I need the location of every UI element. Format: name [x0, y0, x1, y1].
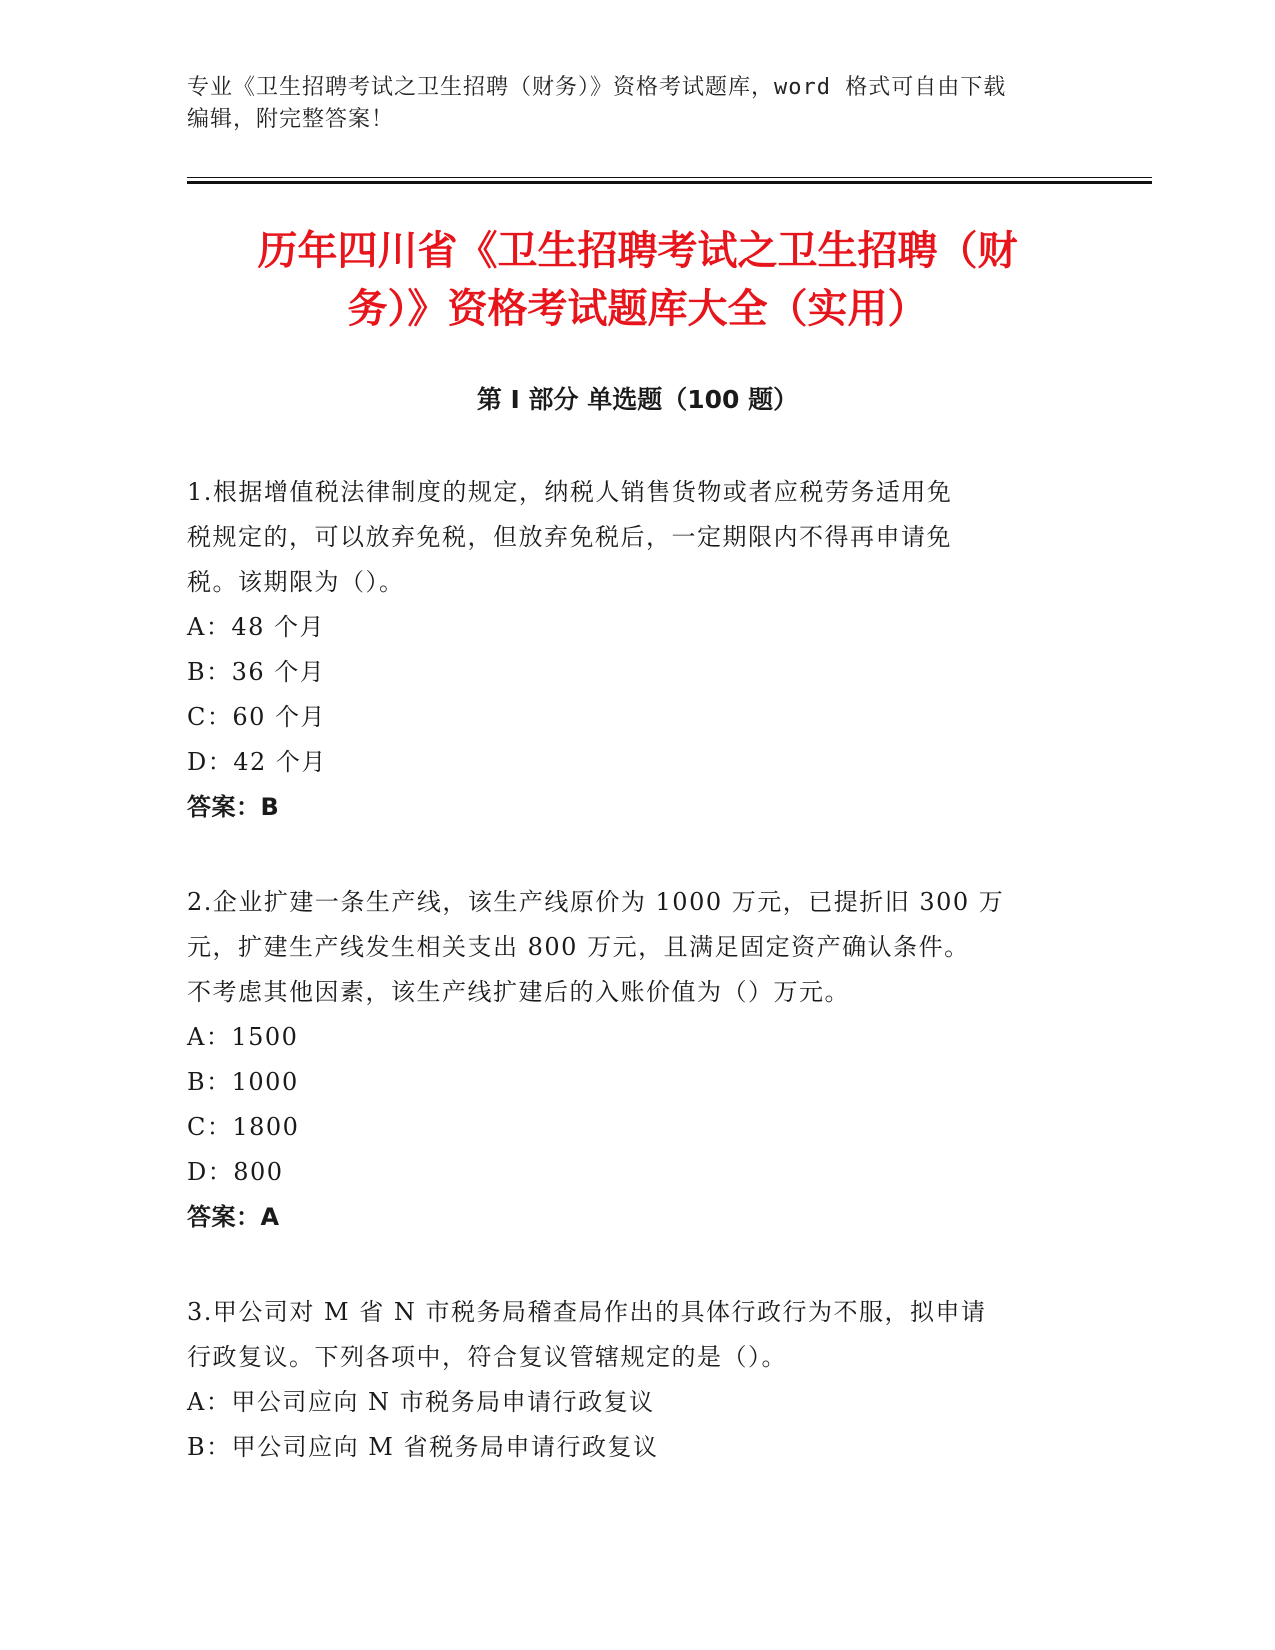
answer-label: 答案：B: [187, 793, 280, 821]
option-c: C：1800: [187, 1113, 300, 1141]
question-stem-line: 税规定的，可以放弃免税，但放弃免税后，一定期限内不得再申请免: [187, 523, 952, 551]
answer-label: 答案：A: [187, 1203, 280, 1231]
question-3: [187, 1290, 1067, 1470]
title-line-2: 务）》资格考试题库大全（实用）: [347, 286, 928, 332]
question-stem-line: 元，扩建生产线发生相关支出 800 万元，且满足固定资产确认条件。: [187, 933, 970, 961]
document-title: [150, 222, 1125, 338]
option-d: D：42 个月: [187, 748, 327, 776]
option-a: A：1500: [187, 1023, 299, 1051]
option-a: A：48 个月: [187, 613, 325, 641]
intro-text: [187, 72, 1087, 136]
question-stem-line: 不考虑其他因素，该生产线扩建后的入账价值为（）万元。: [187, 978, 850, 1006]
option-b: B：甲公司应向 M 省税务局申请行政复议: [187, 1433, 659, 1461]
intro-line-2: 编辑，附完整答案！: [187, 107, 395, 132]
question-2: [187, 880, 1067, 1240]
header-divider-thin: [187, 177, 1152, 178]
option-a: A：甲公司应向 N 市税务局申请行政复议: [187, 1388, 655, 1416]
option-d: D：800: [187, 1158, 284, 1186]
title-line-1: 历年四川省《卫生招聘考试之卫生招聘（财: [257, 228, 1018, 274]
option-b: B：1000: [187, 1068, 299, 1096]
question-stem-line: 2.企业扩建一条生产线，该生产线原价为 1000 万元，已提折旧 300 万: [187, 888, 1005, 916]
question-stem-line: 1.根据增值税法律制度的规定，纳税人销售货物或者应税劳务适用免: [187, 478, 953, 506]
intro-line-1: 专业《卫生招聘考试之卫生招聘（财务）》资格考试题库，word 格式可自由下载: [187, 75, 1007, 100]
header-divider-thick: [187, 181, 1152, 184]
question-1: [187, 470, 1067, 830]
question-stem-line: 税。该期限为（）。: [187, 568, 405, 596]
option-c: C：60 个月: [187, 703, 327, 731]
question-stem-line: 行政复议。下列各项中，符合复议管辖规定的是（）。: [187, 1343, 787, 1371]
section-heading: 第 I 部分 单选题（100 题）: [476, 385, 799, 414]
option-b: B：36 个月: [187, 658, 326, 686]
question-stem-line: 3.甲公司对 M 省 N 市税务局稽查局作出的具体行政行为不服，拟申请: [187, 1298, 987, 1326]
